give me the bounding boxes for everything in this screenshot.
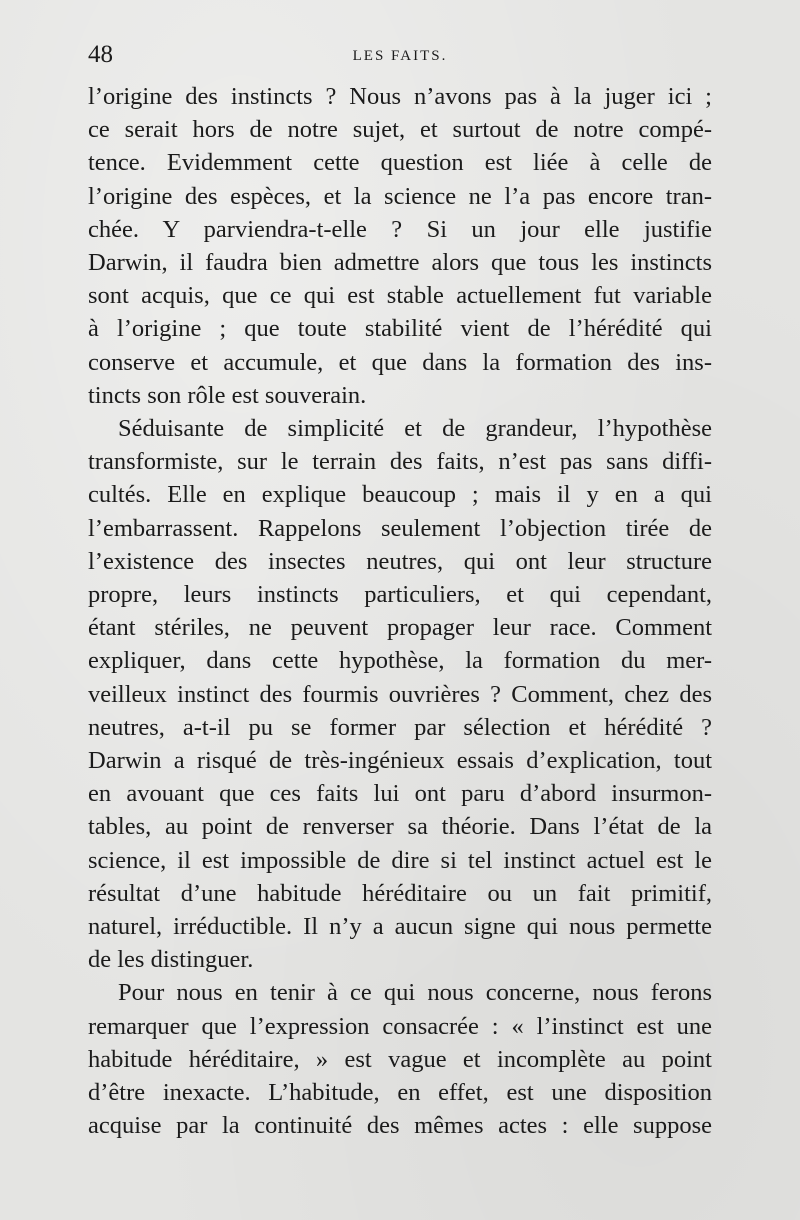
text-line: en avouant que ces faits lui ont paru d’abord insurmon- <box>88 780 712 808</box>
page-number: 48 <box>88 41 113 68</box>
text-line: Darwin a risqué de très-ingénieux essais d’explication, tout <box>88 747 712 775</box>
text-line: expliquer, dans cette hypothèse, la formation du mer- <box>88 647 712 675</box>
text-line: l’existence des insectes neutres, qui ont leur structure <box>88 547 712 575</box>
text-line: habitude héréditaire, » est vague et incomplète au point <box>88 1045 712 1073</box>
text-line: science, il est impossible de dire si tel instinct actuel est le <box>88 846 712 874</box>
paragraph-1 <box>88 80 712 412</box>
text-line: tables, au point de renverser sa théorie. Dans l’état de la <box>88 813 712 841</box>
text-line: naturel, irréductible. Il n’y a aucun signe qui nous permette <box>88 913 712 941</box>
text-line: Darwin, il faudra bien admettre alors que tous les instincts <box>88 249 712 277</box>
text-line: propre, leurs instincts particuliers, et qui cependant, <box>88 581 712 609</box>
text-line: chée. Y parviendra-t-elle ? Si un jour elle justifie <box>88 215 712 243</box>
text-line: étant stériles, ne peuvent propager leur race. Comment <box>88 614 712 642</box>
text-line: d’être inexacte. L’habitude, en effet, est une disposition <box>88 1079 712 1107</box>
text-line: Séduisante de simplicité et de grandeur, l’hypothèse <box>118 415 712 443</box>
body-text <box>88 80 712 1143</box>
text-line: remarquer que l’expression consacrée : « l’instinct est une <box>88 1012 712 1040</box>
text-line: l’origine des espèces, et la science ne l’a pas encore tran- <box>88 182 712 210</box>
text-line: sont acquis, que ce qui est stable actuellement fut variable <box>88 282 712 310</box>
text-line: veilleux instinct des fourmis ouvrières ? Comment, chez des <box>88 680 712 708</box>
text-line: résultat d’une habitude héréditaire ou un fait primitif, <box>88 879 712 907</box>
running-head <box>88 40 712 70</box>
text-line: ce serait hors de notre sujet, et surtout de notre compé- <box>88 116 712 144</box>
paragraph-3 <box>88 976 712 1142</box>
text-line: à l’origine ; que toute stabilité vient de l’hérédité qui <box>88 315 712 343</box>
text-line: neutres, a-t-il pu se former par sélection et hérédité ? <box>88 713 712 741</box>
text-line: de les distinguer. <box>88 946 254 974</box>
running-title: LES FAITS. <box>352 48 448 64</box>
text-line: Pour nous en tenir à ce qui nous concerne, nous ferons <box>118 979 712 1007</box>
text-line: tincts son rôle est souverain. <box>88 381 367 409</box>
paragraph-2 <box>88 412 712 976</box>
text-line: conserve et accumule, et que dans la formation des ins- <box>88 348 712 376</box>
text-line: cultés. Elle en explique beaucoup ; mais il y en a qui <box>88 481 712 509</box>
text-line: l’embarrassent. Rappelons seulement l’objection tirée de <box>88 514 712 542</box>
text-line: tence. Evidemment cette question est liée à celle de <box>88 149 712 177</box>
text-line: transformiste, sur le terrain des faits, n’est pas sans diffi- <box>88 448 712 476</box>
text-line: l’origine des instincts ? Nous n’avons pas à la juger ici ; <box>88 83 712 110</box>
text-line: acquise par la continuité des mêmes actes : elle suppose <box>88 1112 712 1140</box>
